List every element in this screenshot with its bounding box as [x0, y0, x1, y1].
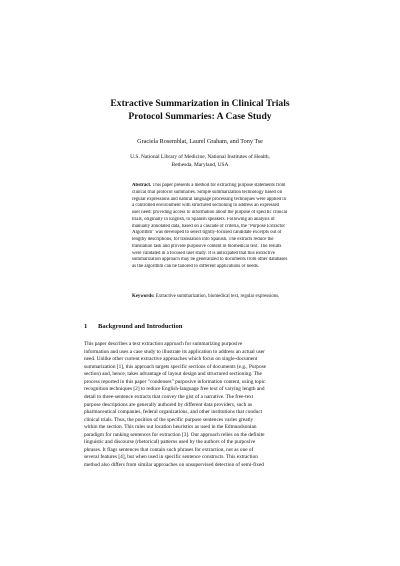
abstract-line: were validated in a focused user study. It is anticipated that this extractive	[132, 250, 275, 256]
section-heading	[84, 323, 182, 330]
body-line: purpose descriptions are generally authored by different data providers, such as	[84, 401, 253, 408]
abstract-line: regular expressions and natural language processing techniques were applied in	[132, 196, 287, 202]
body-line: detail to three-sentence extracts that convey the gist of a narrative. The free-text	[84, 393, 254, 400]
abstract-line: user need: providing access to information about the purpose of specific clinical	[132, 210, 288, 215]
body-line: within the section. This rules out location heuristics as used in the Edmundsonian	[84, 424, 257, 431]
affiliation-line-2: Bethesda, Maryland, USA	[171, 161, 229, 168]
body-line: section) and, hence, takes advantage of layout design and structured sectioning. The	[84, 371, 262, 378]
section-title: Background and Introduction	[98, 323, 183, 330]
abstract-line: manually annotated data, based on a cascade of criteria, the "Purpose Extractor	[132, 223, 286, 229]
body-line: process reported in this paper "condenses" purposive information content, using topic	[84, 378, 266, 385]
body-line: summarization [1], this approach targets specific sections of documents (e.g., Purpose	[84, 363, 267, 370]
abstract	[132, 183, 345, 271]
title-line-2: Protocol Summaries: A Case Study	[128, 110, 272, 122]
body-line: recognition techniques [2] to reduce English-language free text of varying length and	[84, 386, 265, 393]
body-line: This paper describes a text extraction approach for summarizing purposive	[84, 341, 243, 347]
abstract-line: Algorithm" was developed to select tightly-focused candidate excerpts out of	[132, 230, 282, 236]
body-line: clinical trials. Thus, the position of the specific purpose sentences varies greatly	[84, 416, 254, 423]
body-line: pharmaceutical companies, federal organizations, and other institutions that conduct	[84, 409, 263, 416]
abstract-line: trials, originally in English, to Spanish speakers. Following an analysis of	[132, 216, 275, 222]
body-line: information and uses a case study to illustrate its application to address an actual user	[84, 348, 265, 355]
keywords	[132, 294, 345, 301]
section-number: 1	[84, 323, 88, 330]
title-line-1: Extractive Summarization in Clinical Trials	[110, 98, 290, 109]
body-line: phrases. It flags sentences that contain such phrases for extraction, not as one of	[84, 446, 254, 453]
body-line: several features [4], but when used in specific sentence constructs. This extraction	[84, 454, 258, 461]
body-text	[84, 341, 316, 470]
abstract-line: as the algorithm can be tailored to different applications or needs.	[132, 264, 260, 269]
body-line: method also differs from similar approaches on unsupervised detection of semi-fixed	[84, 462, 264, 468]
abstract-line-text: This paper presents a method for extracting purpose statements from	[151, 183, 286, 188]
abstract-line	[132, 183, 345, 190]
affiliation-line-1: U.S. National Library of Medicine, National Institutes of Health,	[130, 154, 270, 160]
affiliation	[0, 154, 400, 169]
abstract-line: a controlled environment with structured sectioning to address an expressed	[132, 203, 280, 209]
abstract-line: translation task and provide purposive content in biomedical text. The results	[132, 243, 282, 249]
abstract-line: clinical trial protocol summaries. Simple summarization technology based on	[132, 189, 282, 195]
body-line: linguistic and discourse (rhetorical) patterns used by the authors of the purposive	[84, 439, 256, 446]
body-line: need. Unlike other current extractive approaches which focus on single-document	[84, 356, 258, 363]
body-line: paradigm for ranking sentences for extraction [3]. Our approach relies on the definite	[84, 431, 265, 438]
paper-title	[0, 98, 400, 123]
keywords-label: Keywords:	[132, 294, 155, 299]
abstract-label: Abstract.	[132, 183, 152, 188]
abstract-line: lengthy descriptions, for translation into Spanish. The extracts reduce the	[132, 237, 274, 242]
abstract-line: summarization approach may be generalized to documents from other databases	[132, 257, 288, 263]
keywords-text: Extractive summarization, biomedical text, regular expressions.	[154, 294, 280, 299]
author-list: Graciela Rosemblat, Laurel Graham, and Tony Tse	[137, 138, 263, 145]
